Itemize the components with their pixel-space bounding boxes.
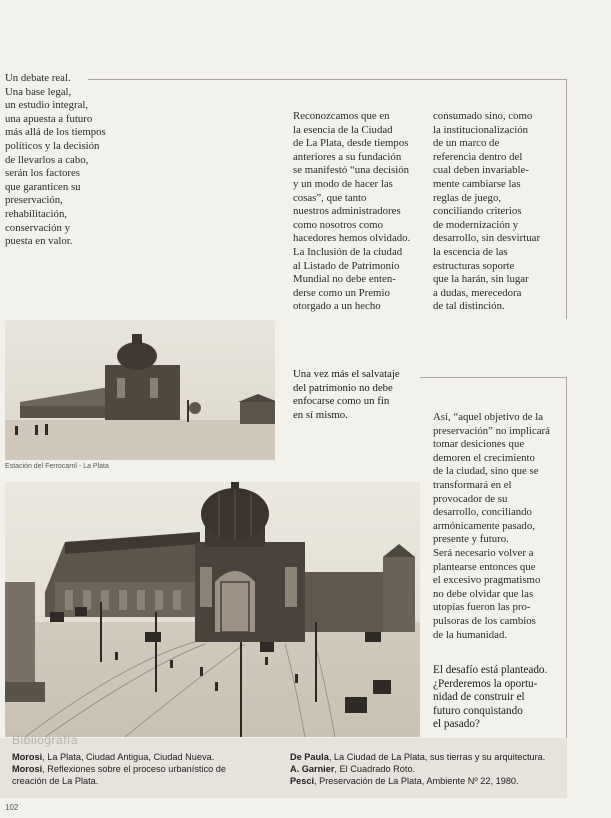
station-photo-distant xyxy=(5,320,275,460)
middle-line: de La Plata, desde tiempos xyxy=(293,137,409,150)
right-lower-text xyxy=(433,411,565,642)
right-lower-line: de la humanidad. xyxy=(433,628,508,641)
intro-line: un estudio integral, xyxy=(5,99,89,112)
bibliography-title: Bibliografía xyxy=(12,733,79,747)
intro-line: Un debate real. xyxy=(5,72,71,84)
middle-line: hacedores hemos olvidado. xyxy=(293,232,411,245)
right-rule-upper xyxy=(566,79,567,319)
quote-line: del patrimonio no debe xyxy=(293,381,393,394)
middle-line: Mundial no debe enten- xyxy=(293,273,396,286)
right-line: de tal distinción. xyxy=(433,300,505,313)
right-lower-line: transformará en el xyxy=(433,478,512,491)
bib-text: , Reflexiones sobre el proceso urbanístico de xyxy=(42,764,226,774)
right-line: que la harán, sin lugar xyxy=(433,273,529,286)
middle-line: como nosotros como xyxy=(293,218,383,231)
quote-line: Una vez más el salvataje xyxy=(293,368,400,380)
right-line: de un marco de xyxy=(433,137,500,150)
intro-line: que garanticen su xyxy=(5,180,81,193)
bib-text: , El Cuadrado Roto. xyxy=(334,764,416,774)
bib-author: Morosi xyxy=(12,752,43,762)
intro-line: políticos y la decisión xyxy=(5,139,100,152)
right-column-text xyxy=(433,110,565,314)
bibliography-left xyxy=(12,751,272,787)
intro-line: Una base legal, xyxy=(5,85,72,98)
right-lower-line: utopías fueron las pro- xyxy=(433,601,531,614)
right-line: de modernización y xyxy=(433,218,519,231)
station-photo-main-image xyxy=(5,482,420,737)
intro-line: más allá de los tiempos xyxy=(5,126,106,139)
right-lower-line: provocador de su xyxy=(433,492,508,505)
middle-line: se manifestó “una decisión xyxy=(293,164,410,177)
bib-entry xyxy=(290,763,565,775)
right-lower-line: tomar desiciones que xyxy=(433,438,525,451)
right-lower-line: de la ciudad, sino que se xyxy=(433,465,539,478)
middle-line: La Inclusión de la ciudad xyxy=(293,245,403,258)
middle-line: Reconozcamos que en xyxy=(293,110,390,122)
middle-column-text xyxy=(293,110,428,314)
right-line: referencia dentro del xyxy=(433,150,523,163)
middle-line: la esencia de la Ciudad xyxy=(293,123,393,136)
bib-author: De Paula xyxy=(290,752,329,762)
page-number: 102 xyxy=(5,803,19,812)
quote-line: en sí mismo. xyxy=(293,408,348,421)
right-rule-lower xyxy=(566,377,567,742)
middle-line: otorgado a un hecho xyxy=(293,300,381,313)
closing-statement xyxy=(433,664,565,732)
right-lower-line: plantearse entonces que xyxy=(433,560,536,573)
middle-line: derse como un Premio xyxy=(293,286,390,299)
right-line: conciliando criterios xyxy=(433,205,522,218)
right-lower-line: preservación” no implicará xyxy=(433,424,550,437)
station-photo-distant-image xyxy=(5,320,275,460)
right-lower-line: armónicamente pasado, xyxy=(433,519,535,532)
right-line: consumado sino, como xyxy=(433,110,533,122)
bib-text: , Preservación de La Plata, Ambiente Nº 22, 1980. xyxy=(314,776,519,786)
intro-line: puesta en valor. xyxy=(5,235,73,248)
right-line: cual deben invariable- xyxy=(433,164,529,177)
station-photo-main xyxy=(5,482,420,737)
right-lower-line: Será necesario volver a xyxy=(433,546,534,559)
bib-entry xyxy=(12,751,272,763)
right-lower-line: desarrollo, conciliando xyxy=(433,506,532,519)
intro-line: preservación, xyxy=(5,194,63,207)
right-lower-line: no debe olvidar que las xyxy=(433,587,534,600)
top-rule xyxy=(88,79,567,80)
middle-line: al Listado de Patrimonio xyxy=(293,259,400,272)
intro-line: rehabilitación, xyxy=(5,207,68,220)
middle-line: nuestros administradores xyxy=(293,205,401,218)
bib-author: Pesci xyxy=(290,776,315,786)
right-rule-lower-top xyxy=(420,377,567,378)
bib-author: Morosi xyxy=(12,764,43,774)
right-lower-line: presente y futuro. xyxy=(433,533,509,546)
intro-line: conservación y xyxy=(5,221,71,234)
intro-line: de llevarlos a cabo, xyxy=(5,153,89,166)
middle-line: y un modo de hacer las xyxy=(293,177,393,190)
right-lower-line: pulsoras de los cambios xyxy=(433,614,536,627)
station-photo-caption: Estación del Ferrocarril - La Plata xyxy=(5,463,109,470)
intro-line: una apuesta a futuro xyxy=(5,112,93,125)
closing-line: el pasado? xyxy=(433,718,480,731)
right-line: desarrollo, sin desvirtuar xyxy=(433,232,541,245)
closing-line: El desafío está planteado. xyxy=(433,664,548,676)
bib-text: , La Plata, Ciudad Antigua, Ciudad Nueva. xyxy=(42,752,215,762)
bib-entry xyxy=(290,751,565,763)
intro-paragraph xyxy=(5,72,145,249)
quote-line: enfocarse como un fin xyxy=(293,395,390,408)
right-line: estructuras soporte xyxy=(433,259,515,272)
bib-author: A. Garnier xyxy=(290,764,335,774)
intro-line: serán los factores xyxy=(5,167,80,180)
closing-line: futuro conquistando xyxy=(433,704,523,717)
right-line: a dudas, merecedora xyxy=(433,286,522,299)
right-line: mente cambiarse las xyxy=(433,177,521,190)
closing-line: nidad de construir el xyxy=(433,691,525,704)
right-line: la institucionalización xyxy=(433,123,529,136)
bib-entry xyxy=(12,763,272,775)
bib-entry xyxy=(12,775,272,787)
right-lower-line: demoren el crecimiento xyxy=(433,451,535,464)
closing-line: ¿Perderemos la oportu- xyxy=(433,677,538,690)
right-lower-line: el excesivo pragmatismo xyxy=(433,574,541,587)
bib-text: , La Ciudad de La Plata, sus tierras y su arquitectura. xyxy=(328,752,546,762)
right-line: reglas de juego, xyxy=(433,191,502,204)
middle-line: anteriores a su fundación xyxy=(293,150,402,163)
bib-entry xyxy=(290,775,565,787)
bib-text: creación de La Plata. xyxy=(12,776,99,786)
bibliography-right xyxy=(290,751,565,787)
right-lower-line: Así, “aquel objetivo de la xyxy=(433,411,544,423)
middle-line: cosas”, que tanto xyxy=(293,191,367,204)
right-line: la escencia de las xyxy=(433,245,508,258)
